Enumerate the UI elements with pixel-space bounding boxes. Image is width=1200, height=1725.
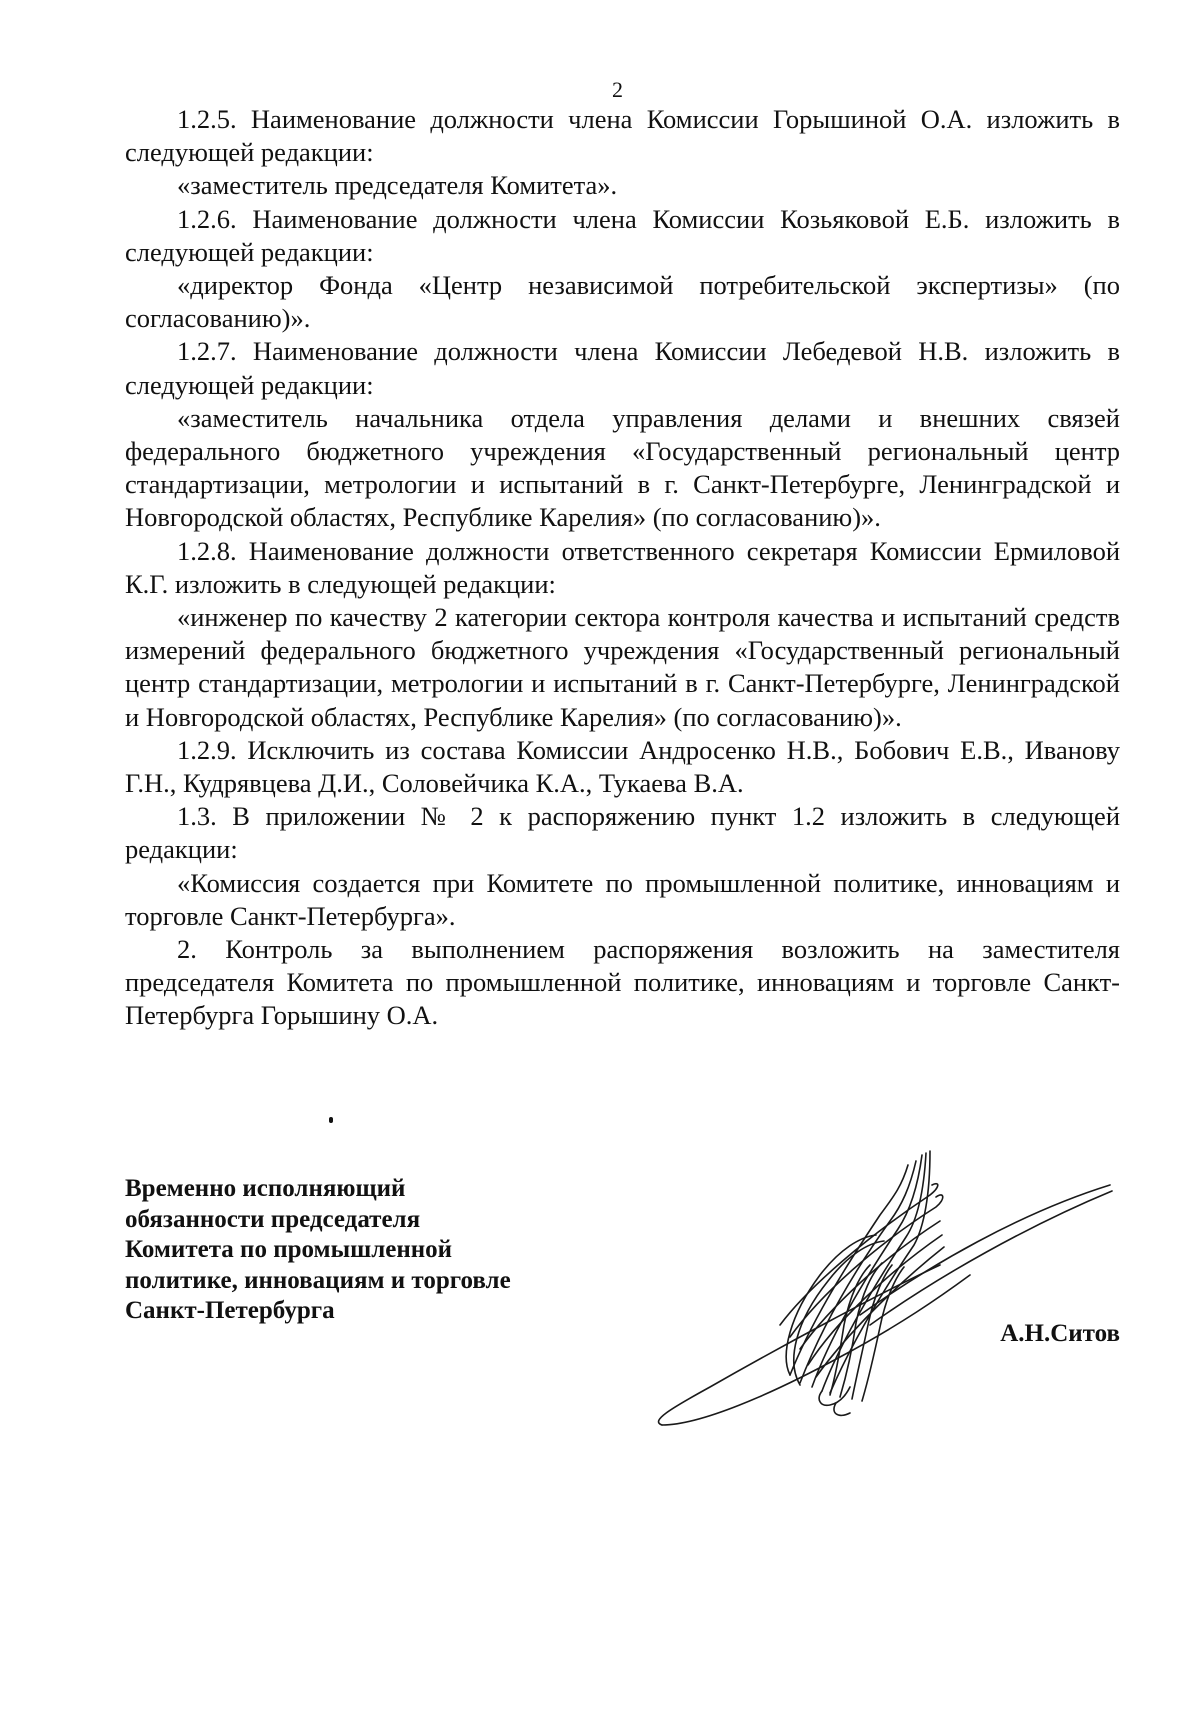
signer-name: А.Н.Ситов [1000,1320,1120,1347]
paragraph-quote-commission: «Комиссия создается при Комитете по промышленной политике, инновациям и торговле Санкт-Петербурга». [125,867,1120,931]
signer-title [125,1174,625,1327]
signer-title-line: политике, инновациям и торговле [125,1266,511,1294]
handwritten-signature [640,1125,1120,1445]
paragraph-1-2-5: 1.2.5. Наименование должности члена Комиссии Горышиной О.А. изложить в следующей редакции: [125,104,1120,168]
paragraph-quote-deputy-chairman: «заместитель председателя Комитета». [177,170,618,201]
paragraph-1-2-7: 1.2.7. Наименование должности члена Комиссии Лебедевой Н.В. изложить в следующей редакции: [125,336,1120,400]
page-number: 2 [612,77,623,102]
signer-title-line: Комитета по промышленной [125,1236,453,1263]
paragraph-1-2-8: 1.2.8. Наименование должности ответственного секретаря Комиссии Ермиловой К.Г. изложить в следующей редакции: [125,535,1120,599]
signer-title-line: Санкт-Петербурга [125,1297,335,1324]
signer-title-line: Временно исполняющий [125,1175,406,1202]
paragraph-1-2-9: 1.2.9. Исключить из состава Комиссии Андросенко Н.В., Бобович Е.В., Иванову Г.Н., Кудрявцева Д.И., Соловейчика К.А., Тукаева В.А. [125,734,1120,799]
stray-ink-mark [329,1117,333,1123]
paragraph-quote-quality-engineer: «инженер по качеству 2 категории сектора контроля качества и испытаний средств измерений федерального бюджетного учреждения «Государственный региональный центр стандартизации, метрологии и испытаний в г. Санкт-Петербурге, Ленинградской и Новгородской областях, Республике Карелия» (по согласованию)». [125,602,1120,732]
paragraph-1-2-6: 1.2.6. Наименование должности члена Комиссии Козьяковой Е.Б. изложить в следующей редакции: [125,203,1120,267]
paragraph-quote-deputy-head: «заместитель начальника отдела управления делами и внешних связей федерального бюджетного учреждения «Государственный региональный центр стандартизации, метрологии и испытаний в г. Санкт-Петербурге, Ленинградской и Новгородской областях, Республике Карелия» (по согласованию)». [125,402,1120,533]
signer-title-line: обязанности председателя [125,1205,421,1233]
paragraph-1-3: 1.3. В приложении № 2 к распоряжению пункт 1.2 изложить в следующей редакции: [125,801,1120,865]
document-body [125,103,1120,1033]
paragraph-quote-fund-director: «директор Фонда «Центр независимой потребительской экспертизы» (по согласованию)». [125,270,1120,334]
paragraph-2-control: 2. Контроль за выполнением распоряжения возложить на заместителя председателя Комитета по промышленной политике, инновациям и торговле Санкт-Петербурга Горышину О.А. [125,934,1120,1031]
